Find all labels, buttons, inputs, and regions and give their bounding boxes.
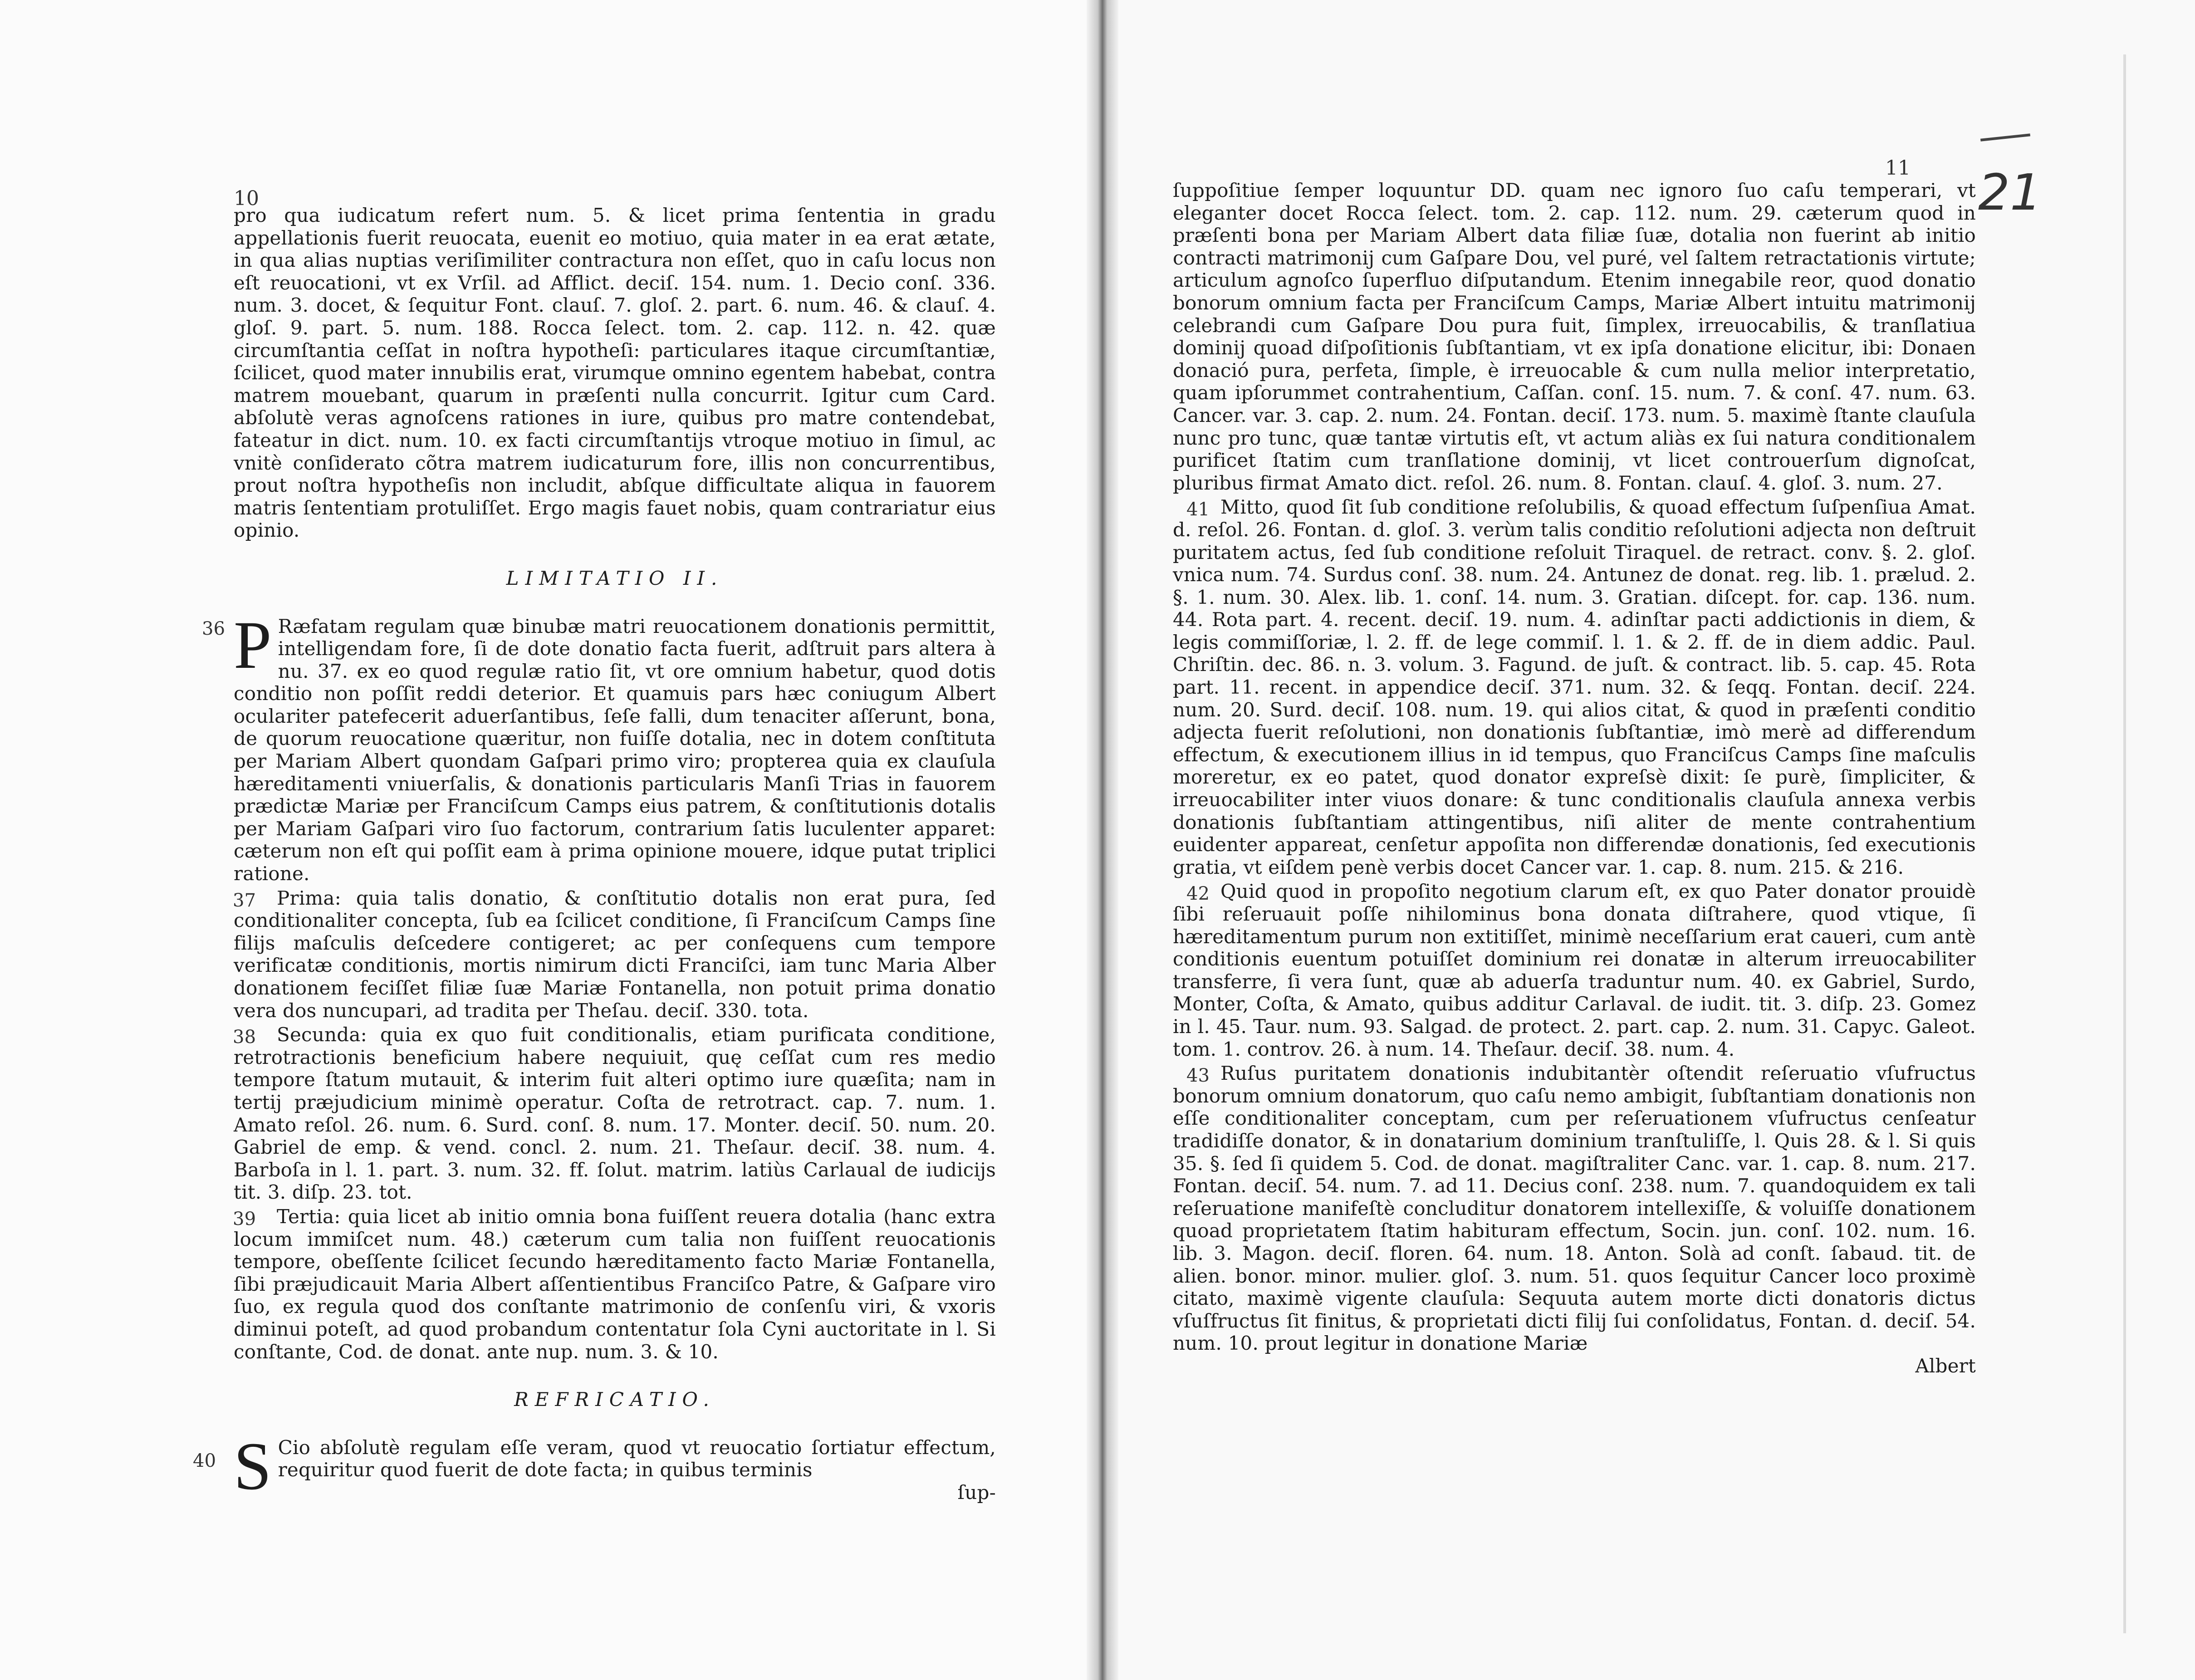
margin-number-38: 38 (233, 1027, 256, 1048)
page-fold-shadow (2123, 54, 2126, 1633)
paragraph-39 (234, 1205, 996, 1363)
drop-cap-p: P (234, 607, 272, 683)
paragraph-43-text: Ruſus puritatem donationis indubitantèr oſtendit reſeruatio vſufructus bonorum omnium donatorum, quo caſu nemo ambigit, ſubſtantiam donationis non eſſe conditionaliter conceptam, cum per reſeruationem vſufructus cenſeatur tradidiſſe donator, & in donatarium dominium tranſtuliſſe, l. Quis 28. & l. Si quis 35. §. ſed ſi quidem 5. Cod. de donat. magiſtraliter Canc. var. 1. cap. 8. num. 217. Fontan. deciſ. 54. num. 7. ad 11. Decius conſ. 238. num. 7. quandoquidem ex tali reſeruatione manifeſtè concluditur donatorem intellexiſſe, & voluiſſe donationem quoad proprietatem ſtatim habituram effectum, Socin. jun. conſ. 102. num. 16. lib. 3. Magon. deciſ. floren. 64. num. 18. Anton. Solà ad conſt. ſabaud. tit. de alien. bonor. minor. mulier. gloſ. 3. num. 51. quos ſequitur Cancer loco proximè citato, maximè vigente clauſula: Sequuta autem morte dicti donatoris dictus vſuſfructus ſit finitus, & proprietati dicti filij ſui conſolidatus, Fontan. d. deciſ. 54. num. 10. prout legitur in donatione Mariæ (1173, 1062, 1976, 1355)
right-page-number: 11 (1885, 157, 1911, 180)
paragraph-41-text: Mitto, quod ſit ſub conditione reſolubilis, & quoad effectum ſuſpenſiua Amat. d. reſol. 26. Fontan. d. gloſ. 3. verùm talis conditio reſolutioni adjecta non deſtruit puritatem actus, ſed ſub conditione reſoluit Tiraquel. de retract. conv. §. 2. gloſ. vnica num. 74. Surdus conſ. 38. num. 24. Antunez de donat. reg. lib. 1. prælud. 2. §. 1. num. 30. Alex. lib. 1. conſ. 14. num. 3. Gratian. diſcept. for. cap. 136. num. 44. Rota part. 4. recent. deciſ. 19. num. 4. adinſtar pacti addictionis in diem, & legis commiſſoriæ, l. 2. ff. de lege commiſ. l. 1. & 2. ff. de in diem addic. Paul. Chriſtin. dec. 86. n. 3. volum. 3. Fagund. de juſt. & contract. lib. 5. cap. 45. Rota part. 11. recent. in appendice deciſ. 371. num. 32. & ſeqq. Fontan. deciſ. 224. num. 20. Surd. deciſ. 108. num. 19. qui alios citat, & quod in præſenti conditio adjecta fuerit reſolutioni, non donationis ſubſtantiæ, imò merè ad differendum effectum, & executionem illius in id tempus, quo Franciſcus Camps ſine maſculis moreretur, ex eo patet, quod donator expreſsè dixit: ſe purè, ſimpliciter, & irreuocabiliter inter viuos donare: & tunc conditionalis clauſula annexa verbis donationis ſubſtantiam attingentibus, niſi aliter de mente contrahentium euidenter appareat, cenſetur appoſita non differendæ donationis, ſed executionis gratia, vt eiſdem penè verbis docet Cancer var. 1. cap. 8. num. 215. & 216. (1173, 496, 1976, 878)
margin-number-41: 41 (1186, 499, 1210, 520)
paragraph-37 (234, 887, 996, 1022)
left-text-column (193, 204, 996, 1504)
paragraph-41 (1173, 496, 1976, 878)
margin-number-42: 42 (1186, 883, 1210, 905)
book-gutter (1087, 0, 1118, 1680)
paragraph-43 (1173, 1062, 1976, 1355)
struck-folio-mark (1980, 133, 2030, 141)
margin-number-37: 37 (233, 890, 256, 911)
right-paragraph-continuation: ſuppoſitiue ſemper loquuntur DD. quam nec ignoro ſuo caſu temperari, vt eleganter docet Rocca ſelect. tom. 2. cap. 112. num. 29. cæterum quod in præſenti bona per Mariam Albert data filiæ ſuæ, dotalia non fuerint ab initio contracti matrimonij cum Gaſpare Dou, vel puré, vel ſaltem retractationis virtute; articulum agnoſco ſuperfluo diſputandum. Etenim innegabile reor, quod donatio bonorum omnium facta per Franciſcum Camps, Mariæ Albert intuitu matrimonij celebrandi cum Gaſpare Dou pura fuit, ſimplex, irreuocabilis, & tranſlatiua dominij quoad diſpoſitionis ſubſtantiam, vt ex ipſa donatione elicitur, ibi: Donaen donació pura, perfeta, ſimple, è irreuocable & cum nulla melior interpretatio, quam ipſorummet contrahentium, Caſſan. conſ. 15. num. 7. & conſ. 47. num. 63. Cancer. var. 3. cap. 2. num. 24. Fontan. deciſ. 173. num. 5. maximè ſtante clauſula nunc pro tunc, quæ tantæ virtutis eſt, vt actum aliàs ex ſui natura conditionalem purificet ſtatim cum tranſlatione dominij, vt licet controuerſum dignoſcat, pluribus firmat Amato dict. reſol. 26. num. 8. Fontan. clauſ. 4. gloſ. 3. num. 27. (1173, 179, 1976, 494)
paragraph-40-text: Cio abſolutè regulam eſſe veram, quod vt reuocatio ſortiatur effectum, requiritur quod fuerit de dote facta; in quibus terminis (278, 1436, 996, 1481)
paragraph-39-text: Tertia: quia licet ab initio omnia bona fuiſſent reuera dotalia (hanc extra locum immiſcet num. 48.) cæterum cum talia non fuiſſent reuocationis tempore, obeſſente ſcilicet ſecundo hæreditamento facto Mariæ Fontanella, ſibi præjudicauit Maria Albert aſſentientibus Franciſco Patre, & Gaſpare viro ſuo, ex regula quod dos conſtante matrimonio de conſenſu viri, & vxoris diminui poteſt, ad quod probandum contentatur ſola Cyni auctoritate in l. Si conſtante, Cod. de donat. ante nup. num. 3. & 10. (234, 1205, 996, 1363)
paragraph-42 (1173, 880, 1976, 1060)
drop-cap-s: S (234, 1428, 272, 1504)
paragraph-42-text: Quid quod in propoſito negotium clarum eſt, ex quo Pater donator prouidè ſibi reſeruauit poſſe nihilominus bona donata diſtrahere, quod vtique, ſi hæreditamentum purum non extitiſſet, minimè neceſſarium erat caueri, cum antè conditionis euentum potuiſſet dominium rei donatæ in alterum irreuocabiliter transferre, ſi vera ſunt, quæ ab aduerſa traduntur num. 40. ex Gabriel, Surdo, Monter, Coſta, & Amato, quibus additur Carlaval. de iudit. tit. 3. diſp. 23. Gomez in l. 45. Taur. num. 93. Salgad. de protect. 2. part. cap. 2. num. 31. Capyc. Galeot. tom. 1. controv. 26. à num. 14. Theſaur. deciſ. 38. num. 4. (1173, 880, 1976, 1060)
section-title-limitatio: LIMITATIO II. (506, 567, 724, 589)
left-paragraph-continuation: pro qua iudicatum refert num. 5. & licet prima ſententia in gradu appellationis fuerit reuocata, euenit eo motiuo, quia mater in ea erat ætate, in qua alias nuptias veriſimiliter contractura non eſſet, quo in caſu locus non eſt reuocationi, vt ex Vrſil. ad Afflict. deciſ. 154. num. 1. Decio conſ. 336. num. 3. docet, & ſequitur Font. clauſ. 7. gloſ. 2. part. 6. num. 46. & clauſ. 4. gloſ. 9. part. 5. num. 188. Rocca ſelect. tom. 2. cap. 112. n. 42. quæ circumſtantia ceſſat in noſtra hypotheſi: particulares itaque circumſtantiæ, ſcilicet, quod mater innubilis erat, virumque omnino egentem habebat, contra matrem mouebant, quarum in præſenti nulla concurrit. Igitur cum Card. abſolutè veras agnoſcens rationes in iure, quibus pro matre contendebat, fateatur in dict. num. 10. ex facti circumſtantijs vtroque motiuo in ſimul, ac vnitè conſiderato cõtra matrem iudicaturum fore, illis non concurrentibus, prout noſtra hypotheſis non includit, abſque difficultate aliqua in fauorem matris ſententiam protuliſſet. Ergo magis fauet nobis, quam contrariatur eius opinio. (234, 204, 996, 542)
handwritten-folio-number: 21 (1978, 163, 2042, 221)
margin-number-36: 36 (202, 618, 225, 639)
right-text-column (1173, 179, 1976, 1377)
paragraph-38-text: Secunda: quia ex quo fuit conditionalis, etiam purificata conditione, retrotractionis beneficium habere nequiuit, quę ceſſat cum res medio tempore ſtatum mutauit, & interim fuit alteri optimo iure quæſita; nam in tertij præjudicium minimè operatur. Coſta de retrotract. cap. 7. num. 1. Amato reſol. 26. num. 6. Surd. conſ. 8. num. 17. Monter. deciſ. 50. num. 20. Gabriel de emp. & vend. concl. 2. num. 21. Theſaur. deciſ. 38. num. 4. Barboſa in l. 1. part. 3. num. 32. ff. ſolut. matrim. latiùs Carlaual de iudicijs tit. 3. diſp. 23. tot. (234, 1024, 996, 1204)
right-page (1098, 0, 2195, 1680)
paragraph-38 (234, 1024, 996, 1204)
left-page-number: 10 (234, 187, 259, 210)
paragraph-36 (202, 607, 996, 885)
right-catchword: Albert (1915, 1354, 1976, 1377)
margin-number-40: 40 (193, 1450, 216, 1471)
paragraph-37-text: Prima: quia talis donatio, & conſtitutio dotalis non erat pura, ſed conditionaliter concepta, ſub ea ſcilicet conditione, ſi Franciſcum Camps ſine filijs maſculis deſcedere contigeret; ac per conſequens cum tempore verificatæ conditionis, mortis nimirum dicti Franciſci, iam tunc Maria Alber donationem feciſſet filiæ ſuæ Mariæ Fontanella, non potuit prima donatio vera dos nuncupari, ad tradita per Theſau. deciſ. 330. tota. (234, 887, 996, 1022)
paragraph-36-text: Ræfatam regulam quæ binubæ matri reuocationem donationis permittit, intelligendam fore, ſi de dote donatio facta fuerit, adſtruit pars altera à nu. 37. ex eo quod regulæ ratio ſit, vt ore omnium habetur, quod dotis conditio non poſſit reddi deterior. Et quamuis pars hæc coniugum Albert oculariter patefecerit aduerſantibus, ſeſe falli, dum tenaciter aſſerunt, bona, de quorum reuocatione quæritur, non fuiſſe dotalia, nec in dotem conſtituta per Mariam Albert quondam Gaſpari primo viro; propterea quia ex clauſula hæreditamenti vniuerſalis, & donationis particularis Manſi Trias in fauorem prædictæ Mariæ per Franciſcum Camps eius patrem, & conſtitutionis dotalis per Mariam Gaſpari viro ſuo factorum, contrarium ſatis luculenter apparet: cæterum non eſt qui poſſit eam à prima opinione mouere, idque putat triplici ratione. (234, 615, 996, 885)
margin-number-39: 39 (233, 1208, 256, 1229)
left-catchword: ſup- (957, 1481, 996, 1504)
section-title-refricatio: REFRICATIO. (514, 1388, 715, 1411)
margin-number-43: 43 (1186, 1065, 1210, 1087)
